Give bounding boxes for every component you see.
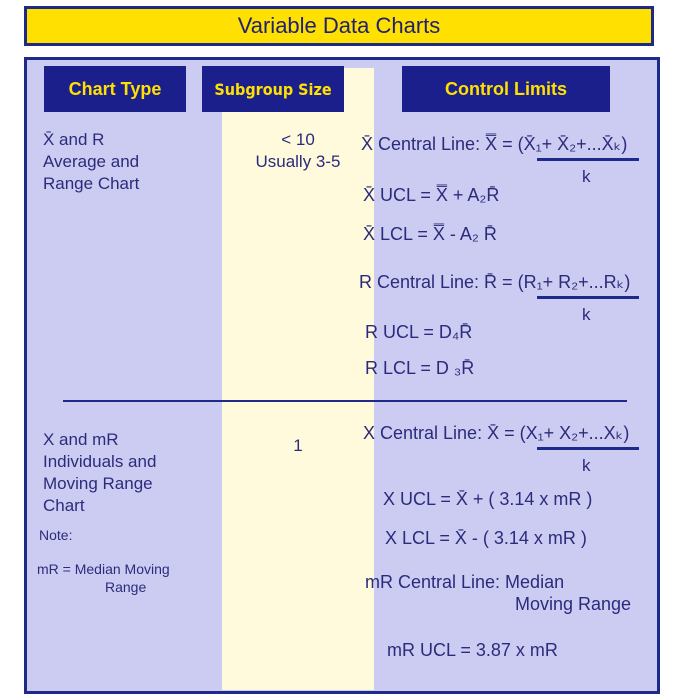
row1-xbar-lcl: X̄ LCL = X̿ - A₂ R̄ xyxy=(363,224,497,244)
row1-r-central-line: R Central Line: R̄ = (R₁+ R₂+...Rₖ) xyxy=(359,272,631,292)
row1-subgroup-2: Usually 3-5 xyxy=(255,152,341,171)
row2-x-central-denominator: k xyxy=(582,456,591,475)
row2-x-fraction-bar xyxy=(537,447,639,450)
row2-note-label: Note: xyxy=(39,527,73,543)
header-subgroup-size: Subgroup Size xyxy=(202,66,344,112)
row2-chart-4: Chart xyxy=(43,496,85,515)
row1-chart-desc-1: Average and xyxy=(43,152,140,171)
row1-chart-symbol: X̄ and R xyxy=(43,130,105,149)
row2-note-2: Range xyxy=(105,579,147,595)
row2-chart-3: Moving Range xyxy=(43,474,153,493)
chart-table xyxy=(24,57,660,694)
row1-r-central-denominator: k xyxy=(582,305,591,324)
page-title: Variable Data Charts xyxy=(24,6,654,46)
row-divider xyxy=(63,400,627,402)
row1-r-ucl: R UCL = D₄R̄ xyxy=(365,322,473,342)
row2-subgroup: 1 xyxy=(293,436,303,455)
row1-xbar-central-denominator: k xyxy=(582,167,591,186)
row2-x-lcl: X LCL = X̄ - ( 3.14 x mR ) xyxy=(385,528,587,548)
row2-x-ucl: X UCL = X̄ + ( 3.14 x mR ) xyxy=(383,489,593,509)
row2-mr-central-2: Moving Range xyxy=(515,594,632,614)
header-control-limits: Control Limits xyxy=(402,66,610,112)
row1-r-fraction-bar xyxy=(537,296,639,299)
row2-mr-central-1: mR Central Line: Median xyxy=(365,572,565,592)
row1-r-lcl: R LCL = D ₃R̄ xyxy=(365,358,475,378)
header-chart-type: Chart Type xyxy=(44,66,186,112)
row1-xbar-ucl: X̄ UCL = X̿ + A₂R̄ xyxy=(363,185,500,205)
row1-xbar-fraction-bar xyxy=(537,158,639,161)
row2-mr-ucl: mR UCL = 3.87 x mR xyxy=(387,640,558,660)
row2-chart-1: X and mR xyxy=(43,430,119,449)
row1-subgroup-1: < 10 xyxy=(281,130,315,149)
row2-chart-2: Individuals and xyxy=(43,452,157,471)
row2-x-central-line: X Central Line: X̄ = (X₁+ X₂+...Xₖ) xyxy=(363,423,630,443)
row2-note-1: mR = Median Moving xyxy=(37,561,170,577)
row1-chart-desc-2: Range Chart xyxy=(43,174,140,193)
row1-xbar-central-line: X̄ Central Line: X̿ = (X̄₁+ X̄₂+...X̄ₖ) xyxy=(361,134,628,154)
